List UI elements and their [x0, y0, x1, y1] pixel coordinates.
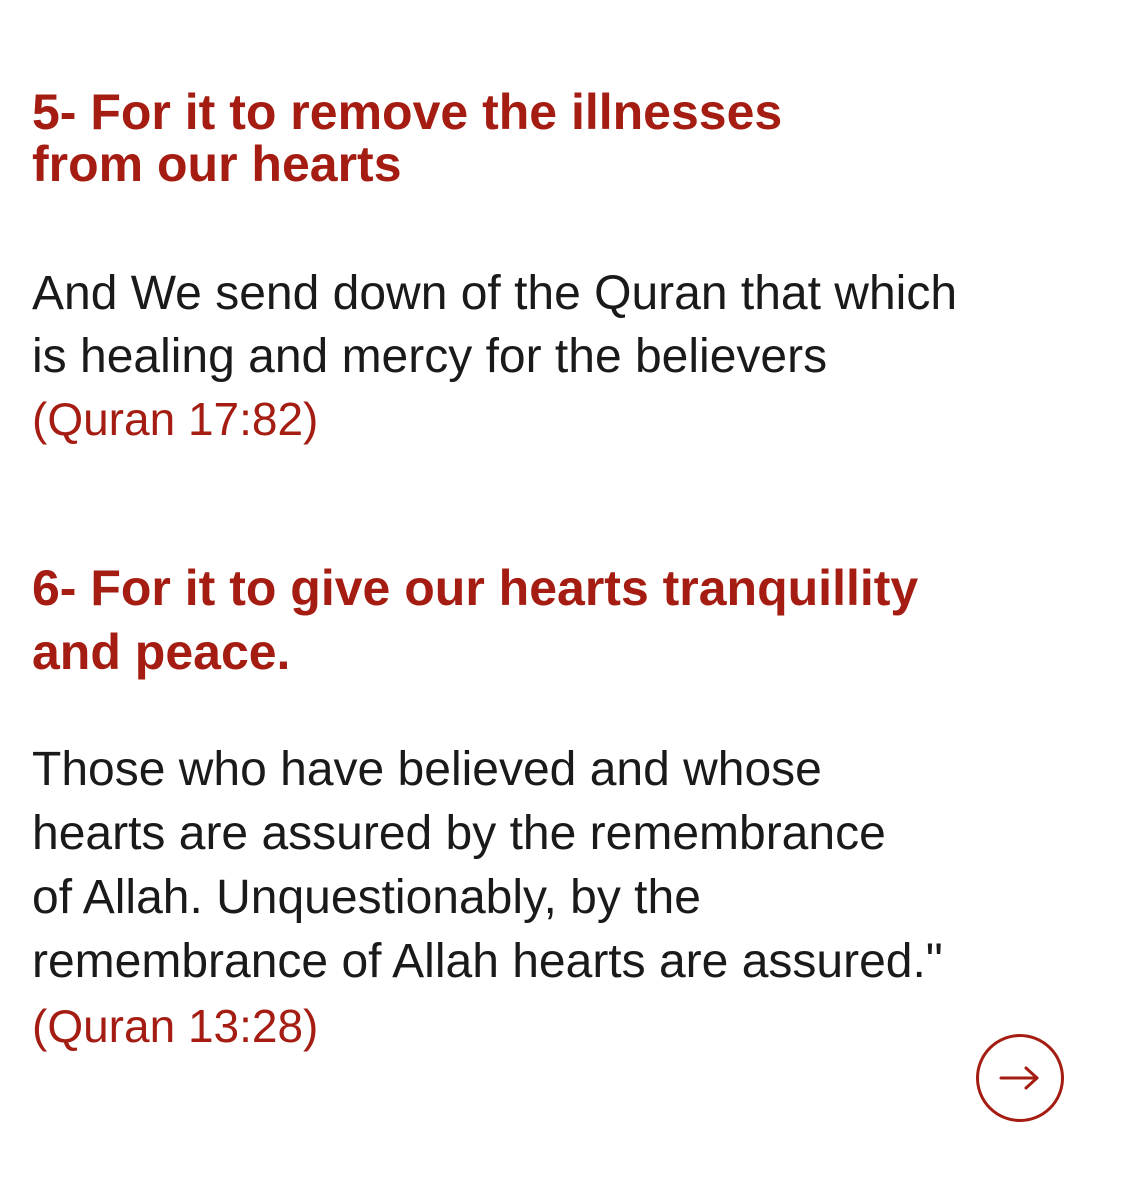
heading-line: 5- For it to remove the illnesses — [32, 84, 783, 140]
section-6-title — [32, 556, 918, 684]
next-button[interactable] — [976, 1034, 1064, 1122]
quote-line: Those who have believed and whose — [32, 743, 822, 796]
heading-line: and peace. — [32, 624, 291, 680]
heading-line: from our hearts — [32, 136, 402, 192]
arrow-right-icon — [997, 1063, 1043, 1093]
section-5-heading — [32, 86, 782, 190]
quote-line: is healing and mercy for the believers — [32, 330, 828, 383]
quote-line: of Allah. Unquestionably, by the — [32, 871, 701, 924]
section-6-heading — [32, 556, 918, 684]
quote-line: And We send down of the Quran that which — [32, 267, 958, 320]
section-6-quote — [32, 738, 943, 1058]
section-5-quote — [32, 262, 957, 451]
quote-line: hearts are assured by the remembrance — [32, 807, 886, 860]
quote-text — [32, 262, 957, 451]
section-5-title — [32, 86, 782, 190]
quran-reference: (Quran 17:82) — [32, 393, 319, 445]
quote-line: remembrance of Allah hearts are assured." — [32, 935, 943, 988]
quote-text — [32, 738, 943, 1058]
heading-line: 6- For it to give our hearts tranquillity — [32, 560, 919, 616]
quran-reference: (Quran 13:28) — [32, 1000, 319, 1052]
